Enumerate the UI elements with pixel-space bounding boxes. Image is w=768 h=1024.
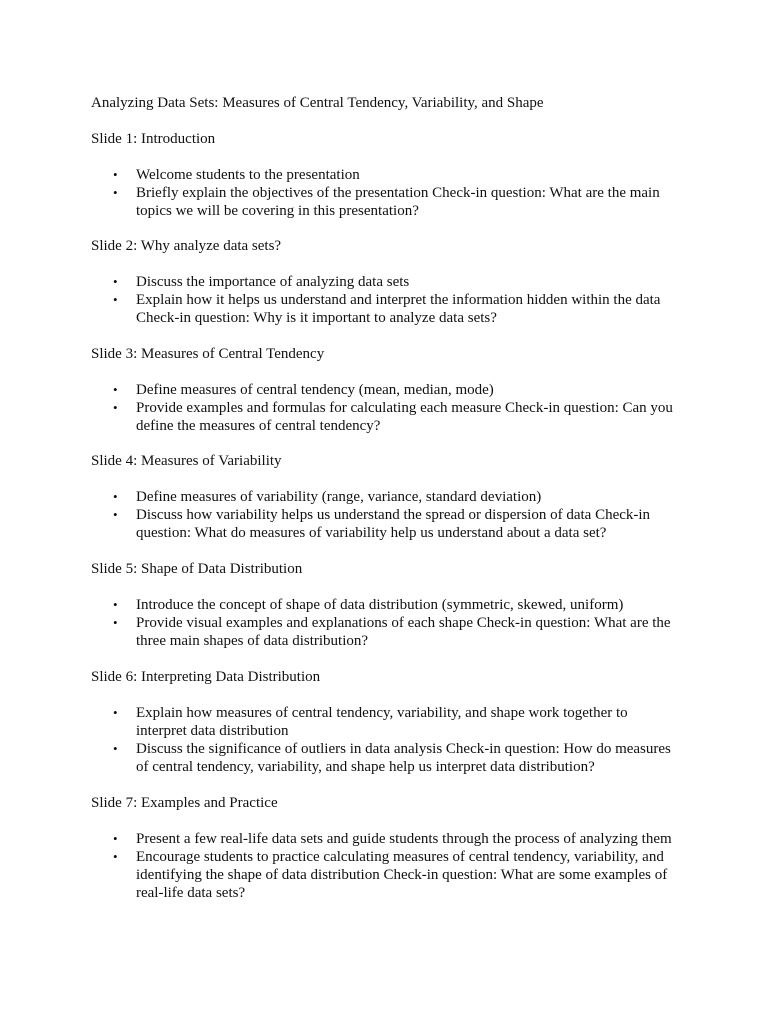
slide-heading: Slide 7: Examples and Practice [91,795,278,811]
bullet-list [91,596,691,650]
list-item [91,830,681,848]
list-item [91,506,681,542]
list-item [91,596,681,614]
bullet-text: Discuss the importance of analyzing data sets [136,274,410,290]
bullet-text: Define measures of variability (range, variance, standard deviation) [136,489,542,505]
list-item [91,848,681,902]
bullet-list [91,830,691,902]
slide-section-2 [91,237,691,327]
bullet-icon: • [113,849,118,864]
list-item [91,381,681,399]
bullet-icon: • [113,400,118,415]
bullet-text: Present a few real-life data sets and guide students through the process of analyzing them [136,831,672,847]
bullet-text: Explain how measures of central tendency, variability, and shape work together to interpret data distribution [136,705,628,739]
document-title: Analyzing Data Sets: Measures of Central Tendency, Variability, and Shape [91,95,544,111]
list-item [91,273,681,291]
bullet-icon: • [113,185,118,200]
bullet-list [91,488,691,542]
slide-section-7 [91,794,691,902]
list-item [91,614,681,650]
bullet-icon: • [113,274,118,289]
bullet-list [91,166,691,220]
bullet-text: Provide examples and formulas for calculating each measure Check-in question: Can you define the measures of central tendency? [136,400,673,434]
bullet-text: Briefly explain the objectives of the presentation Check-in question: What are the main topics we will be covering in this presentation? [136,185,660,219]
bullet-icon: • [113,292,118,307]
bullet-list [91,704,691,776]
list-item [91,399,681,435]
list-item [91,488,681,506]
list-item [91,704,681,740]
slide-section-5 [91,560,691,650]
bullet-text: Define measures of central tendency (mean, median, mode) [136,382,494,398]
slide-section-3 [91,345,691,435]
list-item [91,184,681,220]
slide-section-1 [91,130,691,220]
bullet-text: Discuss the significance of outliers in data analysis Check-in question: How do measures of central tendency, variability, and shape help us interpret data distribution? [136,741,671,775]
bullet-icon: • [113,507,118,522]
bullet-icon: • [113,831,118,846]
list-item [91,740,681,776]
bullet-text: Encourage students to practice calculating measures of central tendency, variability, and identifying the shape of data distribution Check-in question: What are some examples of real-life data sets? [136,849,668,901]
slide-heading: Slide 1: Introduction [91,131,216,147]
bullet-list [91,273,691,327]
list-item [91,166,681,184]
bullet-text: Explain how it helps us understand and interpret the information hidden within the data Check-in question: Why is it important to analyze data sets? [136,292,661,326]
bullet-icon: • [113,489,118,504]
bullet-icon: • [113,615,118,630]
list-item [91,291,681,327]
slide-section-6 [91,668,691,776]
slide-heading: Slide 6: Interpreting Data Distribution [91,669,321,685]
bullet-text: Discuss how variability helps us understand the spread or dispersion of data Check-in question: What do measures of variability help us understand about a data set? [136,507,651,541]
bullet-text: Introduce the concept of shape of data distribution (symmetric, skewed, uniform) [136,597,624,613]
bullet-icon: • [113,705,118,720]
bullet-icon: • [113,597,118,612]
slide-section-4 [91,452,691,542]
bullet-text: Welcome students to the presentation [136,167,360,183]
bullet-icon: • [113,382,118,397]
bullet-text: Provide visual examples and explanations of each shape Check-in question: What are the three main shapes of data distribution? [136,615,671,649]
slide-heading: Slide 5: Shape of Data Distribution [91,561,303,577]
slide-heading: Slide 2: Why analyze data sets? [91,238,282,254]
slide-heading: Slide 4: Measures of Variability [91,453,282,469]
bullet-icon: • [113,741,118,756]
bullet-icon: • [113,167,118,182]
slide-heading: Slide 3: Measures of Central Tendency [91,346,325,362]
bullet-list [91,381,691,435]
